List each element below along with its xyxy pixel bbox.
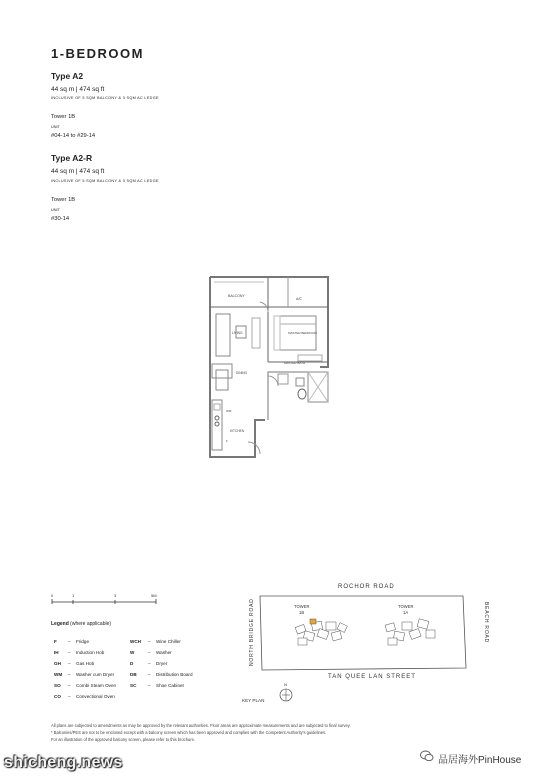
- road-tan-quee-lan: TAN QUEE LAN STREET: [328, 674, 416, 680]
- type-a2r-inclusive: INCLUSIVE OF 5 SQM BALCONY & 3 SQM AC LEDGE: [51, 179, 159, 183]
- legend-item: WCH – Wine Chiller: [130, 639, 181, 644]
- floor-plan: [200, 272, 340, 472]
- legend-item: W – Washer: [130, 650, 172, 655]
- fixture-wm: WM: [226, 409, 232, 413]
- tower-1a-id: 1A: [403, 610, 409, 615]
- room-ac: A/C: [296, 297, 302, 301]
- type-a2-inclusive: INCLUSIVE OF 5 SQM BALCONY & 3 SQM AC LEDGE: [51, 96, 159, 100]
- legend-item: SO – Combi Steam Oven: [54, 683, 117, 688]
- room-master-bedroom: MASTER BEDROOM: [288, 331, 317, 335]
- key-plan: [238, 578, 498, 718]
- legend-right-column: [130, 639, 193, 688]
- tower-1a-label: TOWER: [398, 604, 414, 609]
- tower-1b-label: TOWER: [294, 604, 310, 609]
- type-a2r-unit-label: UNIT: [51, 208, 60, 212]
- disclaimer-line-2: * Balconies/PES are not to be enclosed except with a balcony screen which has been approved and complies with the Competent Authority's guidelines.: [51, 730, 327, 735]
- scale-bar: [50, 592, 170, 608]
- legend-item: DB – Distribution Board: [130, 672, 193, 677]
- legend-item: IH – Induction Hob: [54, 650, 105, 655]
- road-beach: BEACH ROAD: [483, 602, 489, 644]
- road-north-bridge: NORTH BRIDGE ROAD: [249, 598, 255, 666]
- legend-title-rest: (where applicable): [68, 621, 112, 627]
- tower-1b-cluster: [295, 621, 347, 645]
- tower-1a-cluster: [385, 619, 435, 645]
- legend-item: GH – Gas Hob: [54, 661, 95, 666]
- type-a2-area: 44 sq m | 474 sq ft: [51, 86, 105, 93]
- room-kitchen: KITCHEN: [230, 429, 244, 433]
- scale-label-3: 3: [114, 593, 117, 598]
- tower-1b-id: 1B: [299, 610, 305, 615]
- legend-item: D – Dryer: [130, 661, 168, 666]
- scale-label-0: 0: [51, 593, 54, 598]
- north-label: N: [284, 682, 287, 687]
- brand-label: 品居海外PinHouse: [438, 755, 522, 766]
- disclaimer-line-1: All plans are subjected to amendments as may be approved by the relevant authorities. Floor areas are approximate measurements and are subjected to final survey.: [51, 723, 351, 728]
- type-a2-unit: #04-14 to #29-14: [51, 133, 96, 139]
- wechat-icon: [420, 750, 434, 762]
- type-a2r-area: 44 sq m | 474 sq ft: [51, 168, 105, 175]
- legend-item: SC – Shoe Cabinet: [130, 683, 184, 688]
- legend-title-bold: Legend: [51, 621, 69, 627]
- legend-item: CO – Convectional Oven: [54, 694, 115, 699]
- key-plan-label: KEY PLAN: [242, 698, 265, 703]
- type-a2-name: Type A2: [51, 71, 84, 81]
- room-living: LIVING: [232, 331, 243, 335]
- legend-item: F – Fridge: [54, 639, 90, 644]
- road-rochor: ROCHOR ROAD: [338, 584, 395, 590]
- type-a2-tower: Tower 1B: [51, 114, 76, 120]
- type-a2r-unit: #30-14: [51, 216, 70, 222]
- scale-label-1: 1: [72, 593, 75, 598]
- highlighted-unit: [310, 619, 316, 624]
- scale-label-5: 5M: [151, 593, 157, 598]
- type-a2r-tower: Tower 1B: [51, 197, 76, 203]
- disclaimer-line-3: For an illustration of the approved balcony screen, please refer to this brochure.: [51, 737, 196, 742]
- type-a2-unit-label: UNIT: [51, 125, 60, 129]
- legend-item: WM – Washer cum Dryer: [54, 672, 115, 677]
- page-title: 1-BEDROOM: [51, 46, 144, 61]
- room-balcony: BALCONY: [228, 294, 245, 298]
- legend-left-column: [54, 639, 116, 699]
- room-dining: DINING: [236, 371, 248, 375]
- room-master-bath: MASTER BATH: [284, 361, 306, 365]
- legend-title: [51, 621, 111, 627]
- fixture-f: F: [226, 439, 228, 443]
- type-a2r-name: Type A2-R: [51, 153, 93, 163]
- watermark: shicheng.news: [4, 754, 123, 771]
